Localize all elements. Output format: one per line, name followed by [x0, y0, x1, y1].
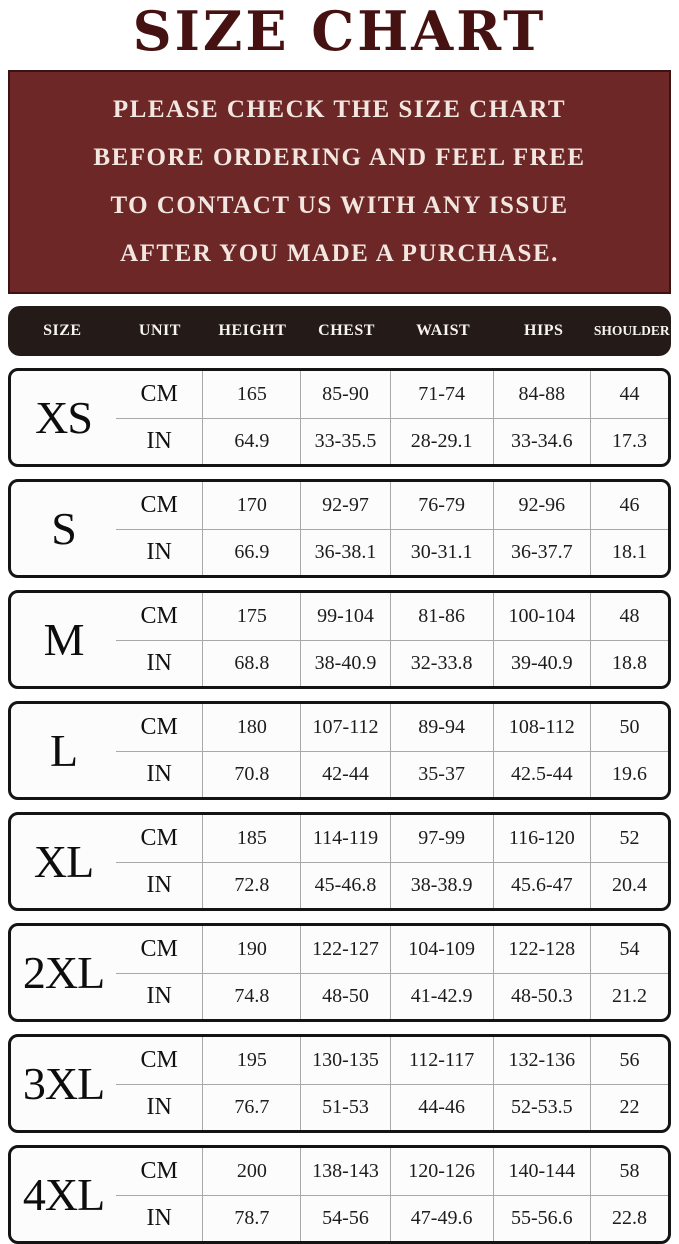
- size-label: M: [43, 614, 84, 665]
- size-row: [8, 1034, 671, 1133]
- hips-cm-value: 100-104: [493, 593, 590, 640]
- chest-in-value: 42-44: [300, 751, 389, 798]
- notice-line-3: TO CONTACT US WITH ANY ISSUE: [110, 192, 569, 219]
- page-title: SIZE CHART: [132, 0, 547, 63]
- chest-in-value: 36-38.1: [300, 529, 389, 576]
- size-row: [8, 923, 671, 1022]
- shoulder-cm-value: 52: [590, 815, 668, 862]
- height-in-value: 66.9: [202, 529, 300, 576]
- height-in-value: 64.9: [202, 418, 300, 465]
- height-in-value: 72.8: [202, 862, 300, 909]
- waist-cm-value: 112-117: [390, 1037, 493, 1084]
- shoulder-in-value: 17.3: [590, 418, 668, 465]
- height-cm-value: 180: [202, 704, 300, 751]
- measurements-grid: [116, 1148, 668, 1241]
- measurements-grid: [116, 482, 668, 575]
- chest-cm-value: 107-112: [300, 704, 389, 751]
- unit-label-cm: CM: [140, 380, 178, 407]
- unit-label-cm: CM: [140, 1046, 178, 1073]
- shoulder-cm-value: 58: [590, 1148, 668, 1195]
- column-header-size: SIZE: [43, 322, 82, 339]
- chest-in-value: 51-53: [300, 1084, 389, 1131]
- unit-label-cm: CM: [140, 935, 178, 962]
- chest-cm-value: 92-97: [300, 482, 389, 529]
- waist-cm-value: 76-79: [390, 482, 493, 529]
- height-cm-value: 200: [202, 1148, 300, 1195]
- shoulder-cm-value: 48: [590, 593, 668, 640]
- size-label: L: [50, 725, 78, 776]
- size-label: 4XL: [22, 1169, 105, 1220]
- size-label: 3XL: [22, 1058, 105, 1109]
- height-in-value: 74.8: [202, 973, 300, 1020]
- unit-label-cm: CM: [140, 491, 178, 518]
- size-label: XS: [35, 392, 92, 443]
- unit-label-in: IN: [116, 1195, 202, 1242]
- measurements-grid: [116, 593, 668, 686]
- table-header-bar: [8, 306, 671, 356]
- chest-cm-value: 130-135: [300, 1037, 389, 1084]
- size-row: [8, 812, 671, 911]
- size-row: [8, 590, 671, 689]
- unit-label-cm: CM: [140, 1157, 178, 1184]
- size-rows-list: [8, 368, 671, 1244]
- hips-cm-value: 92-96: [493, 482, 590, 529]
- waist-cm-value: 89-94: [390, 704, 493, 751]
- unit-label-in: IN: [116, 973, 202, 1020]
- size-row: [8, 1145, 671, 1244]
- height-cm-value: 195: [202, 1037, 300, 1084]
- column-header-shoulder: SHOULDER: [593, 323, 670, 338]
- size-row: [8, 701, 671, 800]
- height-in-value: 78.7: [202, 1195, 300, 1242]
- chest-in-value: 33-35.5: [300, 418, 389, 465]
- shoulder-cm-value: 54: [590, 926, 668, 973]
- waist-in-value: 38-38.9: [390, 862, 493, 909]
- height-cm-value: 165: [202, 371, 300, 418]
- measurements-grid: [116, 371, 668, 464]
- size-row: [8, 479, 671, 578]
- hips-in-value: 42.5-44: [493, 751, 590, 798]
- notice-banner: [8, 70, 671, 294]
- column-header-waist: WAIST: [416, 322, 471, 339]
- unit-label-in: IN: [116, 1084, 202, 1131]
- hips-in-value: 39-40.9: [493, 640, 590, 687]
- notice-line-4: AFTER YOU MADE A PURCHASE.: [120, 240, 559, 267]
- hips-in-value: 33-34.6: [493, 418, 590, 465]
- unit-label-cm: CM: [140, 602, 178, 629]
- shoulder-in-value: 18.1: [590, 529, 668, 576]
- height-cm-value: 190: [202, 926, 300, 973]
- waist-in-value: 44-46: [390, 1084, 493, 1131]
- size-label: S: [51, 503, 76, 554]
- notice-line-1: PLEASE CHECK THE SIZE CHART: [112, 96, 567, 123]
- size-row: [8, 368, 671, 467]
- unit-label-cm: CM: [140, 713, 178, 740]
- shoulder-cm-value: 46: [590, 482, 668, 529]
- waist-cm-value: 71-74: [390, 371, 493, 418]
- chest-cm-value: 99-104: [300, 593, 389, 640]
- measurements-grid: [116, 926, 668, 1019]
- hips-in-value: 45.6-47: [493, 862, 590, 909]
- shoulder-in-value: 22.8: [590, 1195, 668, 1242]
- size-label: XL: [33, 836, 94, 887]
- chest-in-value: 45-46.8: [300, 862, 389, 909]
- chest-cm-value: 85-90: [300, 371, 389, 418]
- column-header-height: HEIGHT: [218, 322, 287, 339]
- waist-cm-value: 104-109: [390, 926, 493, 973]
- hips-in-value: 52-53.5: [493, 1084, 590, 1131]
- waist-in-value: 32-33.8: [390, 640, 493, 687]
- hips-in-value: 55-56.6: [493, 1195, 590, 1242]
- hips-cm-value: 108-112: [493, 704, 590, 751]
- column-header-hips: HIPS: [524, 322, 564, 339]
- chest-in-value: 38-40.9: [300, 640, 389, 687]
- unit-label-in: IN: [116, 640, 202, 687]
- height-in-value: 76.7: [202, 1084, 300, 1131]
- chest-cm-value: 138-143: [300, 1148, 389, 1195]
- chest-in-value: 54-56: [300, 1195, 389, 1242]
- height-in-value: 70.8: [202, 751, 300, 798]
- hips-cm-value: 84-88: [493, 371, 590, 418]
- measurements-grid: [116, 815, 668, 908]
- hips-in-value: 36-37.7: [493, 529, 590, 576]
- size-label: 2XL: [22, 947, 105, 998]
- measurements-grid: [116, 704, 668, 797]
- waist-in-value: 30-31.1: [390, 529, 493, 576]
- unit-label-in: IN: [116, 751, 202, 798]
- chest-cm-value: 114-119: [300, 815, 389, 862]
- hips-cm-value: 116-120: [493, 815, 590, 862]
- height-cm-value: 170: [202, 482, 300, 529]
- unit-label-in: IN: [116, 862, 202, 909]
- hips-in-value: 48-50.3: [493, 973, 590, 1020]
- waist-in-value: 35-37: [390, 751, 493, 798]
- shoulder-in-value: 21.2: [590, 973, 668, 1020]
- waist-in-value: 28-29.1: [390, 418, 493, 465]
- notice-line-2: BEFORE ORDERING AND FEEL FREE: [93, 144, 586, 171]
- height-in-value: 68.8: [202, 640, 300, 687]
- shoulder-cm-value: 50: [590, 704, 668, 751]
- hips-cm-value: 132-136: [493, 1037, 590, 1084]
- shoulder-cm-value: 56: [590, 1037, 668, 1084]
- chest-cm-value: 122-127: [300, 926, 389, 973]
- waist-in-value: 47-49.6: [390, 1195, 493, 1242]
- waist-in-value: 41-42.9: [390, 973, 493, 1020]
- unit-label-in: IN: [116, 529, 202, 576]
- waist-cm-value: 97-99: [390, 815, 493, 862]
- shoulder-cm-value: 44: [590, 371, 668, 418]
- unit-label-cm: CM: [140, 824, 178, 851]
- shoulder-in-value: 18.8: [590, 640, 668, 687]
- chest-in-value: 48-50: [300, 973, 389, 1020]
- shoulder-in-value: 19.6: [590, 751, 668, 798]
- column-header-chest: CHEST: [318, 322, 375, 339]
- measurements-grid: [116, 1037, 668, 1130]
- waist-cm-value: 81-86: [390, 593, 493, 640]
- hips-cm-value: 140-144: [493, 1148, 590, 1195]
- hips-cm-value: 122-128: [493, 926, 590, 973]
- shoulder-in-value: 20.4: [590, 862, 668, 909]
- unit-label-in: IN: [116, 418, 202, 465]
- shoulder-in-value: 22: [590, 1084, 668, 1131]
- height-cm-value: 175: [202, 593, 300, 640]
- waist-cm-value: 120-126: [390, 1148, 493, 1195]
- column-header-unit: UNIT: [138, 322, 181, 339]
- height-cm-value: 185: [202, 815, 300, 862]
